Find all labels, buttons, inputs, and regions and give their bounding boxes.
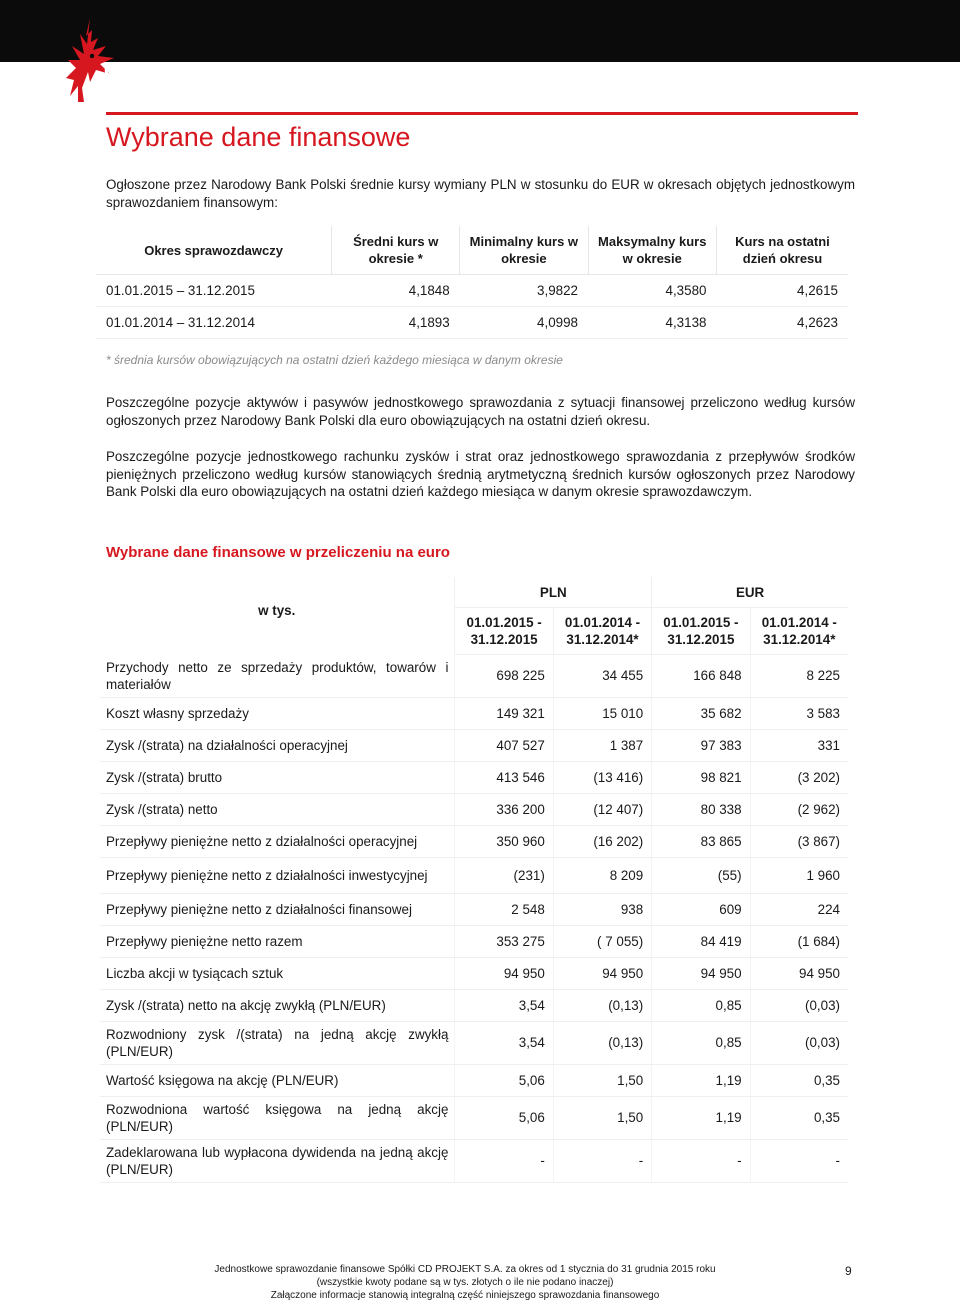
rates-header-average: Średni kurs w okresie * xyxy=(332,226,460,275)
row-value: 0,35 xyxy=(750,1096,848,1139)
row-value: 609 xyxy=(652,893,750,925)
col-eur-2014: 01.01.2014 - 31.12.2014* xyxy=(750,608,848,655)
row-value: 97 383 xyxy=(652,729,750,761)
table-row xyxy=(100,957,848,989)
rates-header-max: Maksymalny kurs w okresie xyxy=(588,226,716,275)
company-logo xyxy=(62,16,228,111)
title-rule xyxy=(106,112,858,115)
row-value: (16 202) xyxy=(553,825,651,857)
row-value: 83 865 xyxy=(652,825,750,857)
table-row xyxy=(100,989,848,1021)
rates-header-min: Minimalny kurs w okresie xyxy=(460,226,588,275)
table-row xyxy=(100,1021,848,1064)
rates-value: 4,2623 xyxy=(716,307,848,339)
rates-value: 4,1893 xyxy=(332,307,460,339)
rates-header-period: Okres sprawozdawczy xyxy=(96,226,332,275)
row-value: 224 xyxy=(750,893,848,925)
footer-line: Załączone informacje stanowią integralną część niniejszego sprawozdania finansowego xyxy=(270,1290,660,1301)
rates-value: 3,9822 xyxy=(460,275,588,307)
row-value: (2 962) xyxy=(750,793,848,825)
row-value: 1,19 xyxy=(652,1096,750,1139)
group-pln: PLN xyxy=(455,577,652,608)
row-value: (1 684) xyxy=(750,925,848,957)
row-value: 34 455 xyxy=(553,655,651,698)
row-value: 3 583 xyxy=(750,697,848,729)
table-row xyxy=(100,893,848,925)
row-value: (3 202) xyxy=(750,761,848,793)
col-eur-2015: 01.01.2015 - 31.12.2015 xyxy=(652,608,750,655)
rates-value: 4,3138 xyxy=(588,307,716,339)
assets-paragraph: Poszczególne pozycje aktywów i pasywów jednostkowego sprawozdania z sytuacji finansowej przeliczono według kursów ogłoszonych przez Narodowy Bank Polski dla euro obowiązujących na ostatni dzień okresu. xyxy=(106,395,855,428)
row-value: 1,50 xyxy=(553,1064,651,1096)
row-value: 8 209 xyxy=(553,857,651,893)
footer-line: Jednostkowe sprawozdanie finansowe Spółki CD PROJEKT S.A. za okres od 1 stycznia do 31 grudnia 2015 roku xyxy=(214,1264,716,1275)
row-value: 166 848 xyxy=(652,655,750,698)
rates-header-row xyxy=(96,226,848,275)
row-value: 1 960 xyxy=(750,857,848,893)
row-label: Zysk /(strata) netto xyxy=(100,793,455,825)
row-value: 407 527 xyxy=(455,729,553,761)
row-value: 353 275 xyxy=(455,925,553,957)
row-label: Zadeklarowana lub wypłacona dywidenda na jedną akcję (PLN/EUR) xyxy=(100,1139,455,1182)
row-value: 15 010 xyxy=(553,697,651,729)
row-label: Liczba akcji w tysiącach sztuk xyxy=(100,957,455,989)
table-row xyxy=(100,1096,848,1139)
row-value: 94 950 xyxy=(652,957,750,989)
row-value: - xyxy=(455,1139,553,1182)
row-value: (3 867) xyxy=(750,825,848,857)
row-value: 98 821 xyxy=(652,761,750,793)
table-row xyxy=(100,1064,848,1096)
page-number: 9 xyxy=(845,1264,852,1278)
section-subtitle: Wybrane dane finansowe w przeliczeniu na euro xyxy=(106,544,450,561)
row-value: (231) xyxy=(455,857,553,893)
row-value: 8 225 xyxy=(750,655,848,698)
page-footer xyxy=(0,1263,930,1302)
row-label: Zysk /(strata) na działalności operacyjnej xyxy=(100,729,455,761)
row-value: (12 407) xyxy=(553,793,651,825)
row-label: Przepływy pieniężne netto z działalności operacyjnej xyxy=(100,825,455,857)
footer-line: (wszystkie kwoty podane są w tys. złotych o ile nie podano inaczej) xyxy=(316,1277,614,1288)
rates-header-last-day: Kurs na ostatni dzień okresu xyxy=(716,226,848,275)
row-value: - xyxy=(652,1139,750,1182)
row-label: Koszt własny sprzedaży xyxy=(100,697,455,729)
row-value: 350 960 xyxy=(455,825,553,857)
row-label: Przepływy pieniężne netto razem xyxy=(100,925,455,957)
row-label: Wartość księgowa na akcję (PLN/EUR) xyxy=(100,1064,455,1096)
row-value: 1 387 xyxy=(553,729,651,761)
row-value: 94 950 xyxy=(455,957,553,989)
intro-paragraph: Ogłoszone przez Narodowy Bank Polski średnie kursy wymiany PLN w stosunku do EUR w okresach objętych jednostkowym sprawozdaniem finansowym: xyxy=(106,177,855,210)
table-row xyxy=(100,697,848,729)
row-value: (0,03) xyxy=(750,1021,848,1064)
row-value: ( 7 055) xyxy=(553,925,651,957)
row-value: (0,03) xyxy=(750,989,848,1021)
rates-period: 01.01.2014 – 31.12.2014 xyxy=(96,307,332,339)
row-value: 80 338 xyxy=(652,793,750,825)
row-value: 84 419 xyxy=(652,925,750,957)
col-pln-2014: 01.01.2014 - 31.12.2014* xyxy=(553,608,651,655)
col-pln-2015: 01.01.2015 - 31.12.2015 xyxy=(455,608,553,655)
rates-row xyxy=(96,275,848,307)
row-value: - xyxy=(553,1139,651,1182)
rates-row xyxy=(96,307,848,339)
row-label: Rozwodniona wartość księgowa na jedną akcję (PLN/EUR) xyxy=(100,1096,455,1139)
rates-value: 4,1848 xyxy=(332,275,460,307)
rates-footnote: * średnia kursów obowiązujących na ostatni dzień każdego miesiąca w danym okresie xyxy=(106,353,563,367)
row-value: 698 225 xyxy=(455,655,553,698)
row-label: Zysk /(strata) netto na akcję zwykłą (PLN/EUR) xyxy=(100,989,455,1021)
financial-data-table xyxy=(100,577,848,1183)
row-value: 0,35 xyxy=(750,1064,848,1096)
group-eur: EUR xyxy=(652,577,848,608)
row-value: 413 546 xyxy=(455,761,553,793)
row-value: 336 200 xyxy=(455,793,553,825)
brand-name: CD PROJEKT xyxy=(104,62,228,80)
row-value: (0,13) xyxy=(553,989,651,1021)
row-value: 331 xyxy=(750,729,848,761)
unit-label: w tys. xyxy=(258,603,296,618)
row-value: (55) xyxy=(652,857,750,893)
table-row xyxy=(100,729,848,761)
row-value: 1,50 xyxy=(553,1096,651,1139)
row-label: Przychody netto ze sprzedaży produktów, towarów i materiałów xyxy=(100,655,455,698)
rates-period: 01.01.2015 – 31.12.2015 xyxy=(96,275,332,307)
row-value: 3,54 xyxy=(455,1021,553,1064)
exchange-rates-table xyxy=(96,226,848,339)
income-paragraph: Poszczególne pozycje jednostkowego rachunku zysków i strat oraz jednostkowego sprawozdania z przepływów środków pieniężnych przeliczono według kursów stanowiących średnią arytmetyczną średnich kursów ogłoszonych przez Narodowy Bank Polski dla euro obowiązujących na ostatni dzień każdego miesiąca w danym okresie sprawozdawczym. xyxy=(106,449,855,500)
row-label: Zysk /(strata) brutto xyxy=(100,761,455,793)
table-row xyxy=(100,761,848,793)
row-value: 5,06 xyxy=(455,1096,553,1139)
table-row xyxy=(100,825,848,857)
row-value: 149 321 xyxy=(455,697,553,729)
row-label: Przepływy pieniężne netto z działalności finansowej xyxy=(100,893,455,925)
row-value: 3,54 xyxy=(455,989,553,1021)
rates-value: 4,2615 xyxy=(716,275,848,307)
table-row xyxy=(100,1139,848,1182)
table-row xyxy=(100,857,848,893)
row-label: Przepływy pieniężne netto z działalności inwestycyjnej xyxy=(100,857,455,893)
page-title: Wybrane dane finansowe xyxy=(106,122,411,152)
row-value: 2 548 xyxy=(455,893,553,925)
table-row xyxy=(100,655,848,698)
row-value: (13 416) xyxy=(553,761,651,793)
table-row xyxy=(100,793,848,825)
row-value: 0,85 xyxy=(652,989,750,1021)
row-value: 0,85 xyxy=(652,1021,750,1064)
fin-group-row xyxy=(100,577,848,608)
row-value: 938 xyxy=(553,893,651,925)
row-value: 1,19 xyxy=(652,1064,750,1096)
row-value: 35 682 xyxy=(652,697,750,729)
rates-value: 4,0998 xyxy=(460,307,588,339)
table-row xyxy=(100,925,848,957)
row-value: (0,13) xyxy=(553,1021,651,1064)
rates-value: 4,3580 xyxy=(588,275,716,307)
row-value: 5,06 xyxy=(455,1064,553,1096)
row-value: 94 950 xyxy=(553,957,651,989)
row-label: Rozwodniony zysk /(strata) na jedną akcję zwykłą (PLN/EUR) xyxy=(100,1021,455,1064)
row-value: 94 950 xyxy=(750,957,848,989)
row-value: - xyxy=(750,1139,848,1182)
